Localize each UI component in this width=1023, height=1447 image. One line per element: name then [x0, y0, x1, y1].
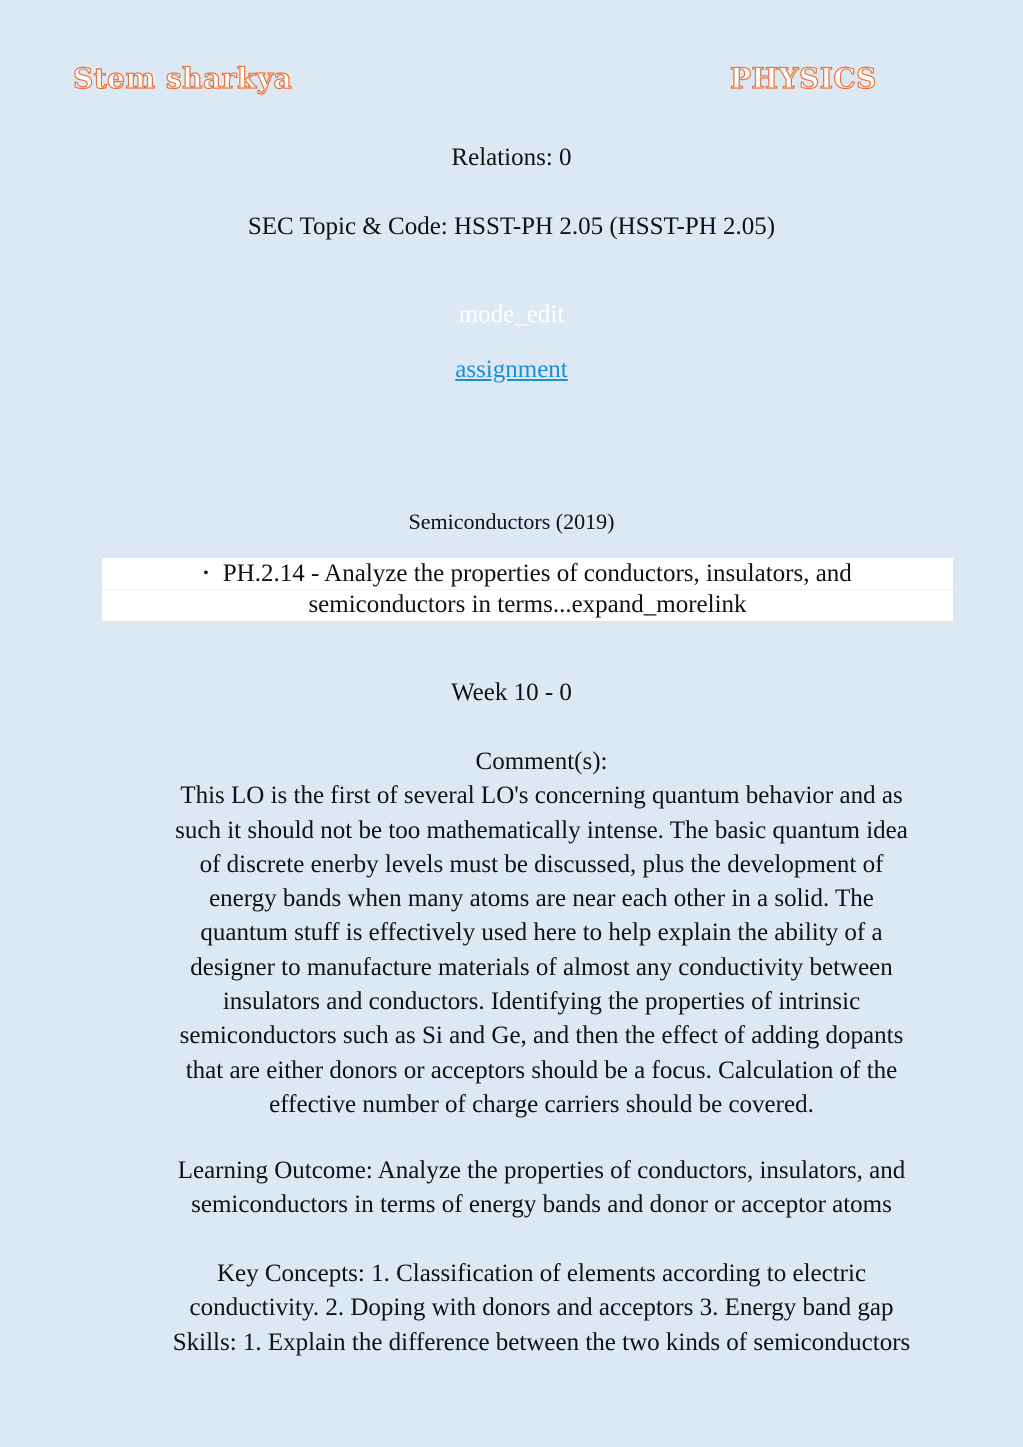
key-concepts-line: conductivity. 2. Doping with donors and acceptors 3. Energy band gap: [189, 1294, 894, 1322]
comments-section: [125, 745, 958, 1122]
mode-edit-icon[interactable]: mode_edit: [458, 301, 565, 328]
assignment-link[interactable]: assignment: [455, 356, 568, 383]
bullet-icon: •: [203, 565, 209, 582]
key-concepts-line: Key Concepts: 1. Classification of elements according to electric: [216, 1260, 867, 1287]
comment-line: This LO is the first of several LO's concerning quantum behavior and as: [180, 782, 903, 810]
comment-line: that are either donors or acceptors should be a focus. Calculation of the: [185, 1056, 898, 1084]
assignment-link-row: [0, 353, 1023, 387]
learning-outcome-list: [102, 558, 953, 621]
comment-line: energy bands when many atoms are near each other in a solid. The: [209, 885, 874, 913]
relations-count: Relations: 0: [451, 144, 572, 171]
learning-outcome-line: semiconductors in terms of energy bands and donor or acceptor atoms: [191, 1191, 892, 1219]
comment-line: effective number of charge carriers should be covered.: [269, 1090, 814, 1118]
learning-outcome-item-line-2: semiconductors in terms...expand_morelink: [308, 591, 747, 618]
brand-logo-left: Stem sharkya: [73, 62, 293, 95]
key-concepts-section: [110, 1257, 973, 1360]
comment-line: quantum stuff is effectively used here to help explain the ability of a: [200, 919, 883, 947]
brand-subject-right: PHYSICS: [730, 62, 877, 95]
skills-line: Skills: 1. Explain the difference between the two kinds of semiconductors: [172, 1328, 911, 1356]
comment-line: semiconductors such as Si and Ge, and then the effect of adding dopants: [179, 1022, 904, 1050]
comment-line: of discrete enerby levels must be discussed, plus the development of: [199, 850, 884, 878]
learning-outcome-line: Learning Outcome: Analyze the properties of conductors, insulators, and: [177, 1157, 906, 1184]
comment-line: such it should not be too mathematically intense. The basic quantum idea: [175, 816, 908, 844]
section-title: Semiconductors (2019): [408, 509, 615, 534]
sec-topic-code: SEC Topic & Code: HSST-PH 2.05 (HSST-PH 2.05): [247, 213, 776, 240]
comment-line: designer to manufacture materials of almost any conductivity between: [190, 953, 893, 981]
learning-outcome-item[interactable]: [102, 558, 953, 620]
learning-outcome-item-line-1: [102, 558, 953, 589]
comments-label: Comment(s):: [475, 748, 608, 775]
week-label: Week 10 - 0: [451, 679, 572, 706]
learning-outcome-section: [125, 1154, 958, 1223]
learning-outcome-item-text-1: PH.2.14 - Analyze the properties of conductors, insulators, and: [222, 560, 852, 587]
comment-line: insulators and conductors. Identifying the properties of intrinsic: [222, 988, 861, 1016]
